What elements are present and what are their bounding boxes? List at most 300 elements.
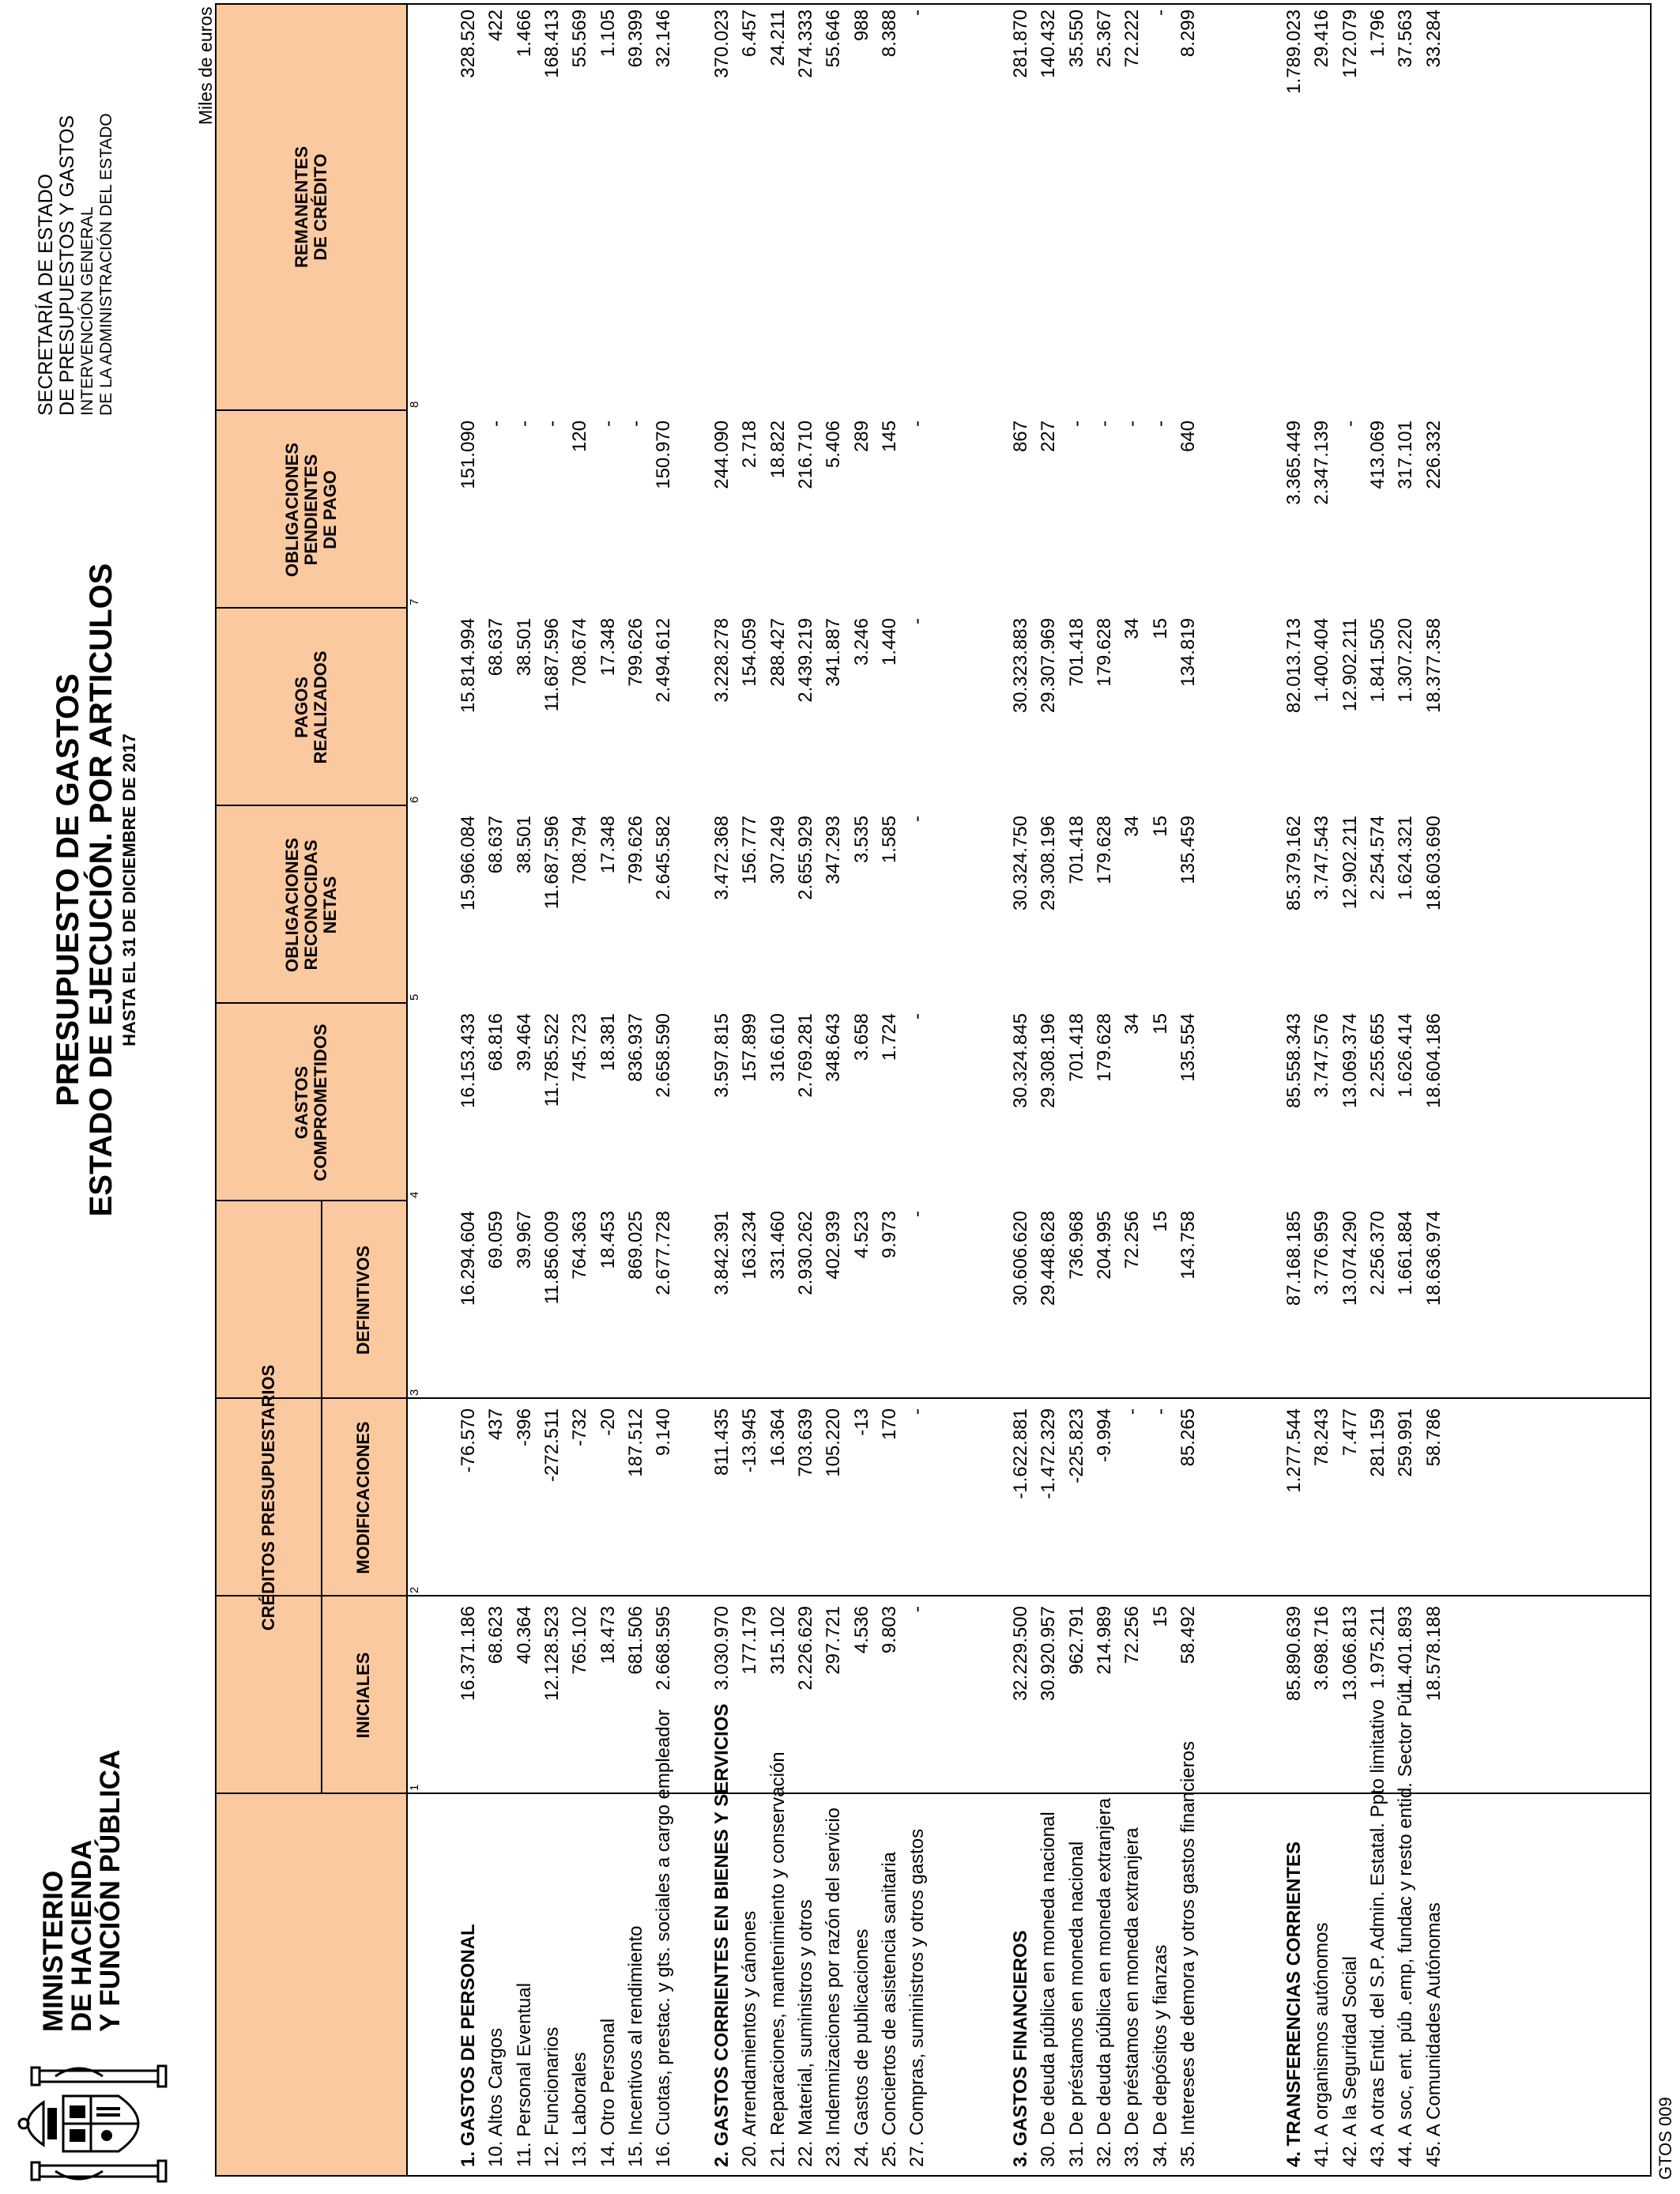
row-value: 29.416 — [1311, 9, 1333, 68]
row-value: 34 — [1121, 618, 1143, 639]
row-value: 2.668.595 — [653, 1606, 675, 1691]
row-value: 15 — [1149, 618, 1171, 639]
row-value: 16.371.186 — [458, 1606, 479, 1702]
table-row — [1392, 5, 1419, 2175]
table-row — [1309, 5, 1335, 2175]
header-obligaciones-pendientes — [217, 411, 406, 609]
row-value: 150.970 — [653, 420, 675, 489]
row-value: 40.364 — [513, 1606, 535, 1664]
row-label: 25. Conciertos de asistencia sanitaria — [878, 1852, 900, 2167]
header-definitivos: DEFINITIVOS — [353, 1245, 373, 1355]
row-value: 214.989 — [1093, 1606, 1115, 1675]
row-value: - — [624, 420, 646, 427]
table-row — [904, 5, 931, 2175]
row-value: 30.324.750 — [1010, 816, 1031, 911]
header-divider — [406, 5, 408, 2175]
row-value: - — [906, 1408, 929, 1415]
row-value: 85.890.639 — [1283, 1606, 1305, 1702]
row-value: 1.661.884 — [1395, 1211, 1417, 1295]
table-row — [736, 5, 763, 2175]
row-value: 289 — [850, 420, 872, 453]
row-value: 1.585 — [878, 816, 900, 864]
row-value: 2.718 — [739, 420, 761, 469]
row-value: - — [906, 816, 929, 822]
row-value: 1.400.404 — [1311, 618, 1333, 703]
table-row — [1175, 5, 1202, 2175]
row-value: 962.791 — [1065, 1606, 1087, 1675]
row-value: 347.293 — [823, 816, 845, 884]
row-value: 2.439.219 — [794, 618, 816, 703]
row-value: 1.401.893 — [1395, 1606, 1417, 1691]
row-value: 1.440 — [878, 618, 900, 666]
row-value: 30.324.845 — [1010, 1013, 1031, 1109]
row-value: 2.930.262 — [794, 1211, 816, 1295]
row-value: 55.646 — [823, 9, 845, 68]
row-value: 30.606.620 — [1010, 1211, 1031, 1306]
row-value: 1.796 — [1366, 9, 1388, 58]
column-number: 6 — [408, 796, 421, 803]
row-value: 703.639 — [794, 1408, 816, 1477]
row-value: 259.991 — [1395, 1408, 1417, 1477]
header-pend-line-3: DE PAGO — [320, 470, 340, 549]
row-value: -1.472.329 — [1038, 1408, 1060, 1499]
row-label: 35. Intereses de demora y otros gastos financieros — [1177, 1741, 1199, 2167]
header-pagos-line-2: REALIZADOS — [311, 650, 330, 764]
row-value: 11.687.596 — [541, 618, 563, 712]
row-label: 34. De depósitos y fianzas — [1149, 1944, 1171, 2167]
row-value: 15 — [1149, 816, 1171, 837]
row-label: 1. GASTOS DE PERSONAL — [458, 1924, 479, 2167]
row-value: - — [1149, 9, 1171, 16]
table-row — [820, 5, 847, 2175]
table-row — [1365, 5, 1392, 2175]
row-value: 87.168.185 — [1283, 1211, 1305, 1306]
row-value: 7.477 — [1339, 1408, 1361, 1457]
secretaria-line-2: DE PRESUPUESTOS Y GASTOS — [56, 115, 78, 416]
row-label: 14. Otro Personal — [597, 2018, 619, 2167]
row-value: 85.558.343 — [1283, 1013, 1305, 1109]
row-value: 17.348 — [597, 816, 619, 874]
row-value: 18.822 — [767, 420, 789, 479]
row-value: 281.159 — [1366, 1408, 1388, 1477]
row-label: 30. De deuda pública en moneda nacional — [1038, 1811, 1060, 2167]
row-value: 4.523 — [850, 1211, 872, 1259]
row-value: 145 — [878, 420, 900, 453]
header-remanentes-credito — [217, 3, 406, 411]
row-value: 18.578.188 — [1422, 1606, 1445, 1702]
row-value: 85.379.162 — [1283, 816, 1305, 911]
row-value: 15 — [1149, 1606, 1171, 1627]
table-row — [765, 5, 792, 2175]
table-row — [876, 5, 903, 2175]
row-value: 170 — [878, 1408, 900, 1441]
row-value: 17.348 — [597, 618, 619, 677]
row-value: 226.332 — [1422, 420, 1445, 489]
row-value: 402.939 — [823, 1211, 845, 1280]
row-value: - — [906, 9, 929, 16]
row-value: - — [1121, 1408, 1143, 1415]
row-value: 35.550 — [1065, 9, 1087, 68]
row-value: 3.228.278 — [711, 618, 733, 703]
row-value: 18.473 — [597, 1606, 619, 1664]
table-section-row — [455, 5, 482, 2175]
row-value: 32.229.500 — [1010, 1606, 1031, 1702]
row-value: 24.211 — [767, 9, 789, 66]
row-value: 177.179 — [739, 1606, 761, 1675]
row-value: 37.563 — [1395, 9, 1417, 68]
table-row — [1337, 5, 1364, 2175]
row-value: 13.069.374 — [1339, 1013, 1361, 1109]
row-value: 11.856.009 — [541, 1211, 563, 1305]
row-value: 2.655.929 — [794, 816, 816, 900]
row-value: 3.597.815 — [711, 1013, 733, 1098]
row-value: 348.643 — [823, 1013, 845, 1082]
row-value: 297.721 — [823, 1606, 845, 1675]
secretaria-line-1: SECRETARÍA DE ESTADO — [35, 173, 57, 416]
row-value: 11.687.596 — [541, 816, 563, 910]
table-row — [650, 5, 677, 2175]
row-value: - — [906, 420, 929, 427]
row-value: 68.623 — [485, 1606, 507, 1664]
row-value: - — [1149, 420, 1171, 427]
row-value: 18.603.690 — [1422, 816, 1445, 911]
row-value: 1.105 — [597, 9, 619, 58]
row-value: 2.347.139 — [1311, 420, 1333, 505]
row-value: 1.975.211 — [1366, 1606, 1388, 1689]
header-iniciales: INICIALES — [353, 1652, 373, 1739]
row-value: 2.256.370 — [1366, 1211, 1388, 1295]
row-value: 30.323.883 — [1010, 618, 1031, 714]
row-value: 1.624.321 — [1395, 816, 1417, 900]
header-oblig-line-1: OBLIGACIONES — [282, 838, 302, 972]
row-value: 331.460 — [767, 1211, 789, 1280]
row-value: 745.723 — [569, 1013, 591, 1082]
row-value: 2.255.655 — [1366, 1013, 1388, 1098]
row-label: 15. Incentivos al rendimiento — [624, 1925, 646, 2167]
row-value: 281.870 — [1010, 9, 1031, 78]
header-oblig-line-2: RECONOCIDAS — [301, 839, 321, 971]
row-value: 2.658.590 — [653, 1013, 675, 1098]
row-value: 143.758 — [1177, 1211, 1199, 1280]
row-value: - — [513, 420, 535, 427]
row-value: 179.628 — [1093, 816, 1115, 884]
row-value: -396 — [513, 1408, 535, 1447]
table-section-row — [709, 5, 736, 2175]
column-number: 8 — [408, 401, 421, 408]
table-row — [1064, 5, 1090, 2175]
column-number: 7 — [408, 598, 421, 605]
row-label: 24. Gastos de publicaciones — [850, 1928, 872, 2167]
row-label: 3. GASTOS FINANCIEROS — [1010, 1930, 1031, 2167]
row-value: 316.610 — [767, 1013, 789, 1082]
row-value: 867 — [1010, 420, 1031, 453]
table-section-row — [1008, 5, 1034, 2175]
row-value: - — [906, 1211, 929, 1217]
row-value: 16.364 — [767, 1408, 789, 1467]
row-value: 18.636.974 — [1422, 1211, 1445, 1306]
row-value: 640 — [1177, 420, 1199, 453]
row-value: 3.747.576 — [1311, 1013, 1333, 1098]
row-value: 2.254.574 — [1366, 816, 1388, 900]
row-label: 10. Altos Cargos — [485, 2027, 507, 2167]
row-value: 29.308.196 — [1038, 1013, 1060, 1109]
row-value: -13.945 — [739, 1408, 761, 1473]
ministry-line-1: MINISTERIO — [38, 1870, 69, 2032]
header-pend-line-1: OBLIGACIONES — [282, 443, 302, 577]
row-value: 3.472.368 — [711, 816, 733, 900]
column-number: 4 — [408, 1191, 421, 1198]
row-value: 8.299 — [1177, 9, 1199, 58]
report-title-block — [51, 534, 140, 1246]
row-value: 179.628 — [1093, 1013, 1115, 1082]
row-value: 29.307.969 — [1038, 618, 1060, 714]
secretaria-line-4: DE LA ADMINISTRACIÓN DEL ESTADO — [97, 113, 115, 416]
report-subtitle: ESTADO DE EJECUCIÓN. POR ARTICULOS — [84, 563, 119, 1217]
header-gastos-comprometidos — [217, 1004, 406, 1201]
row-value: 12.902.211 — [1339, 816, 1361, 910]
row-value: 120 — [569, 420, 591, 453]
row-label: 33. De préstamos en moneda extranjera — [1121, 1827, 1143, 2167]
row-value: 18.453 — [597, 1211, 619, 1269]
row-value: 134.819 — [1177, 618, 1199, 687]
row-value: -76.570 — [458, 1408, 479, 1473]
row-label: 21. Reparaciones, mantenimiento y conservación — [767, 1751, 789, 2167]
header-pend-line-2: PENDIENTES — [301, 454, 321, 566]
table-row — [539, 5, 566, 2175]
row-value: 6.457 — [739, 9, 761, 58]
row-value: 3.535 — [850, 816, 872, 864]
row-value: 135.554 — [1177, 1013, 1199, 1082]
secretaria-block — [36, 113, 116, 416]
row-value: 157.899 — [739, 1013, 761, 1082]
row-value: 34 — [1121, 816, 1143, 837]
row-value: 68.637 — [485, 816, 507, 874]
row-value: - — [485, 420, 507, 427]
row-value: 3.365.449 — [1283, 420, 1305, 505]
row-value: - — [906, 618, 929, 624]
header-oblig-line-3: NETAS — [320, 876, 340, 934]
row-value: -20 — [597, 1408, 619, 1436]
row-value: - — [1339, 420, 1361, 427]
row-value: -272.511 — [541, 1408, 563, 1482]
row-value: 15.966.084 — [458, 816, 479, 911]
row-value: 105.220 — [823, 1408, 845, 1477]
row-value: 9.973 — [878, 1211, 900, 1259]
row-value: 328.520 — [458, 9, 479, 78]
row-value: 216.710 — [794, 420, 816, 489]
coat-of-arms-icon — [8, 2064, 170, 2183]
row-value: 799.626 — [624, 618, 646, 687]
row-value: 32.146 — [653, 9, 675, 68]
table-row — [511, 5, 538, 2175]
row-value: 15 — [1149, 1013, 1171, 1035]
row-value: 16.294.604 — [458, 1211, 479, 1306]
row-value: 1.307.220 — [1395, 618, 1417, 703]
row-value: 68.637 — [485, 618, 507, 677]
row-label: 43. A otras Entid. del S.P. Admin. Estatal. Ppto limitativo — [1366, 1699, 1388, 2167]
row-value: 15 — [1149, 1211, 1171, 1232]
row-value: 172.079 — [1339, 9, 1361, 78]
row-value: 33.284 — [1422, 9, 1445, 68]
row-value: 869.025 — [624, 1211, 646, 1280]
row-value: 68.816 — [485, 1013, 507, 1072]
row-label: 16. Cuotas, prestac. y gts. sociales a cargo empleador — [653, 1710, 675, 2167]
row-value: 708.674 — [569, 618, 591, 687]
row-value: 3.747.543 — [1311, 816, 1333, 900]
row-value: 764.363 — [569, 1211, 591, 1280]
row-value: -732 — [569, 1408, 591, 1447]
row-value: 315.102 — [767, 1606, 789, 1675]
row-value: -13 — [850, 1408, 872, 1436]
row-value: 69.059 — [485, 1211, 507, 1269]
row-value: 85.265 — [1177, 1408, 1199, 1467]
row-value: 151.090 — [458, 420, 479, 489]
table-row — [483, 5, 510, 2175]
row-value: 72.256 — [1121, 1606, 1143, 1664]
row-label: 22. Material, suministros y otros — [794, 1899, 816, 2167]
row-label: 31. De préstamos en moneda nacional — [1065, 1841, 1087, 2167]
row-value: 2.645.582 — [653, 816, 675, 900]
row-label: 20. Arrendamientos y cánones — [739, 1910, 761, 2167]
column-number: 3 — [408, 1389, 421, 1396]
row-value: 3.030.970 — [711, 1606, 733, 1691]
table-row — [1035, 5, 1062, 2175]
row-value: 29.308.196 — [1038, 816, 1060, 911]
row-value: 39.464 — [513, 1013, 535, 1072]
row-value: 135.459 — [1177, 816, 1199, 884]
row-value: - — [1149, 1408, 1171, 1415]
row-value: -225.823 — [1065, 1408, 1087, 1483]
row-value: 9.803 — [878, 1606, 900, 1654]
row-value: 18.604.186 — [1422, 1013, 1445, 1109]
row-value: -9.994 — [1093, 1408, 1115, 1463]
row-value: 1.789.023 — [1283, 9, 1305, 94]
header-pagos-realizados — [217, 609, 406, 806]
table-row — [793, 5, 819, 2175]
column-number: 2 — [408, 1586, 421, 1593]
row-value: 3.776.959 — [1311, 1211, 1333, 1295]
row-value: 78.243 — [1311, 1408, 1333, 1467]
header-gastos-line-2: COMPROMETIDOS — [311, 1023, 330, 1182]
row-value: 34 — [1121, 1013, 1143, 1035]
row-value: - — [1121, 420, 1143, 427]
row-value: 708.794 — [569, 816, 591, 884]
row-value: - — [906, 1606, 929, 1612]
row-label: 32. De deuda pública en moneda extranjera — [1093, 1798, 1115, 2167]
row-value: 163.234 — [739, 1211, 761, 1280]
row-value: 811.435 — [711, 1408, 733, 1476]
row-value: 16.153.433 — [458, 1013, 479, 1109]
row-value: 317.101 — [1395, 420, 1417, 489]
table-row — [567, 5, 593, 2175]
row-value: - — [1065, 420, 1087, 427]
row-value: 72.256 — [1121, 1211, 1143, 1269]
table-row — [623, 5, 650, 2175]
report-title: PRESUPUESTO DE GASTOS — [51, 673, 85, 1106]
ministry-line-2: DE HACIENDA — [66, 1839, 97, 2032]
row-value: 3.842.391 — [711, 1211, 733, 1295]
row-value: 30.920.957 — [1038, 1606, 1060, 1702]
row-value: 5.406 — [823, 420, 845, 469]
row-value: 13.074.290 — [1339, 1211, 1361, 1306]
row-value: 736.968 — [1065, 1211, 1087, 1280]
row-value: 29.448.628 — [1038, 1211, 1060, 1306]
table-row — [1147, 5, 1174, 2175]
table-row — [1421, 5, 1448, 2175]
row-value: 55.569 — [569, 9, 591, 68]
secretaria-line-3: INTERVENCIÓN GENERAL — [78, 206, 96, 416]
row-label: 45. A Comunidades Autónomas — [1422, 1902, 1445, 2167]
row-value: - — [1093, 420, 1115, 427]
row-value: 72.222 — [1121, 9, 1143, 68]
row-value: 1.841.505 — [1366, 618, 1388, 703]
row-label: 41. A organismos autónomos — [1311, 1922, 1333, 2167]
row-value: 18.377.358 — [1422, 618, 1445, 714]
row-value: 12.128.523 — [541, 1606, 563, 1702]
row-value: 25.367 — [1093, 9, 1115, 68]
row-value: 82.013.713 — [1283, 618, 1305, 714]
row-value: 69.399 — [624, 9, 646, 68]
table-row — [849, 5, 876, 2175]
row-value: 15.814.994 — [458, 618, 479, 714]
table-row — [1091, 5, 1118, 2175]
row-value: - — [541, 420, 563, 427]
row-label: 44. A soc, ent. púb .emp, fundac y resto entid. Sector Púb. — [1395, 1677, 1417, 2167]
row-value: 3.246 — [850, 618, 872, 666]
row-value: 422 — [485, 9, 507, 42]
row-value: 701.418 — [1065, 618, 1087, 687]
row-value: 58.786 — [1422, 1408, 1445, 1467]
row-value: 2.677.728 — [653, 1211, 675, 1295]
row-value: 1.277.544 — [1283, 1408, 1305, 1493]
row-value: 437 — [485, 1408, 507, 1441]
row-label: 42. A la Seguridad Social — [1339, 1956, 1361, 2167]
ministry-name — [40, 1750, 125, 2032]
row-label: 12. Funcionarios — [541, 2026, 563, 2167]
row-value: 4.536 — [850, 1606, 872, 1654]
row-value: 8.388 — [878, 9, 900, 58]
row-value: 58.492 — [1177, 1606, 1199, 1664]
row-value: 307.249 — [767, 816, 789, 884]
row-value: 11.785.522 — [541, 1013, 563, 1107]
budget-table — [215, 3, 1652, 2177]
row-value: 204.995 — [1093, 1211, 1115, 1280]
row-value: 38.501 — [513, 618, 535, 677]
row-value: 701.418 — [1065, 816, 1087, 884]
row-value: 288.427 — [767, 618, 789, 687]
row-value: 3.698.716 — [1311, 1606, 1333, 1691]
header-rem-line-2: DE CRÉDITO — [311, 153, 330, 261]
row-value: 9.140 — [653, 1408, 675, 1457]
row-value: 244.090 — [711, 420, 733, 489]
row-value: 370.023 — [711, 9, 733, 78]
row-value: 413.069 — [1366, 420, 1388, 489]
row-value: 39.967 — [513, 1211, 535, 1269]
row-value: 179.628 — [1093, 618, 1115, 687]
row-value: - — [906, 1013, 929, 1020]
table-row — [1119, 5, 1146, 2175]
row-value: 765.102 — [569, 1606, 591, 1675]
row-value: 1.466 — [513, 9, 535, 58]
ministry-line-3: Y FUNCIÓN PÚBLICA — [95, 1749, 126, 2032]
row-value: 274.333 — [794, 9, 816, 78]
header-obligaciones-reconocidas — [217, 806, 406, 1004]
row-value: 12.902.211 — [1339, 618, 1361, 712]
units-label: Miles de euros — [195, 6, 216, 125]
row-value: 1.626.414 — [1395, 1013, 1417, 1098]
table-section-row — [1281, 5, 1308, 2175]
row-value: 3.658 — [850, 1013, 872, 1061]
